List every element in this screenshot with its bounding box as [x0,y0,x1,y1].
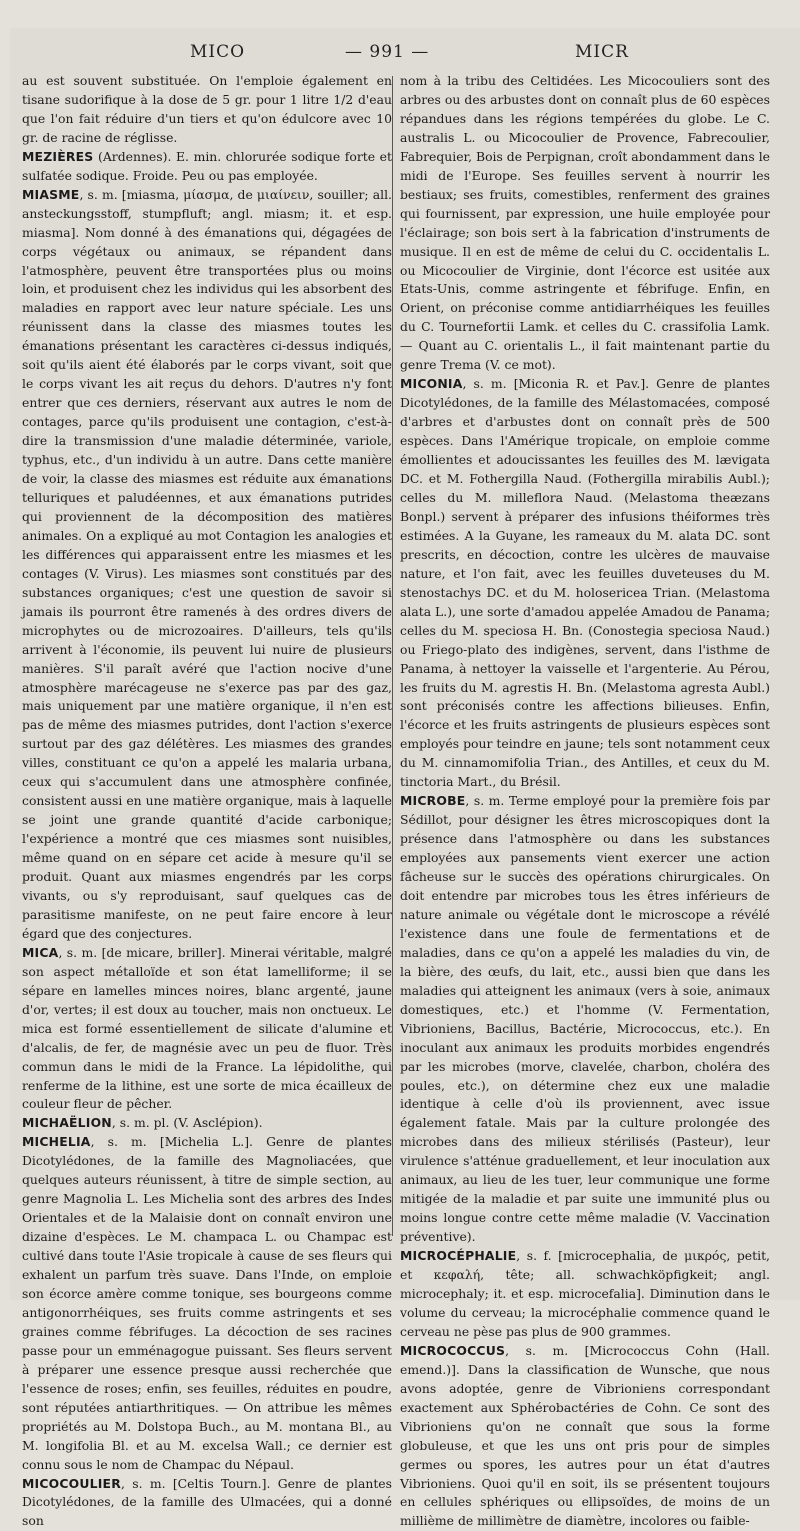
entry-headword: MICROCOCCUS [400,1342,506,1358]
dictionary-entry [400,792,770,1247]
entry-definition: , s. m. [miasma, μίασμα, de μιαίνειν, souiller; all. ansteckungsstoff, stumpfluft; angl. miasm; it. et esp. miasma]. Nom donné à des émanations qui, dégagées de corps végétaux ou animaux, se répandent dans l'atmosphère, peuvent être transportées plus ou moins loin, et produisent chez les individus qui les absorbent des maladies en rapport avec leur nature spéciale. Les uns réunissent dans la classe des miasmes toutes les émanations présentant les caractères ci-dessus indiqués, soit qu'ils aient été élaborés par le corps vivant, soit que le corps vivant les ait reçus du dehors. D'autres n'y font entrer que ces derniers, réservant aux autres le nom de contages, parce qu'ils produisent une contagion, c'est-à-dire la transmission d'une maladie déterminée, variole, typhus, etc., d'un individu à un autre. Dans cette manière de voir, la classe des miasmes est réduite aux émanations telluriques et paludéennes, et aux émanations putrides qui proviennent de la décomposition des matières animales. On a expliqué au mot Contagion les analogies et les différences qui apparaissent entre les miasmes et les contages (V. Virus). Les miasmes sont constitués par des substances organiques; c'est une question de savoir si jamais ils pourront être ramenés à des ordres divers de microphytes ou de microzoaires. D'ailleurs, tels qu'ils arrivent à l'économie, ils peuvent lui nuire de plusieurs manières. S'il paraît avéré que l'action nocive d'une atmosphère marécageuse ne s'exerce pas par des gaz, mais uniquement par une matière organique, il n'en est pas de même des miasmes putrides, dont l'action s'exerce surtout par des gaz délétères. Les miasmes des grandes villes, constituant ce qu'on a appelé les malaria urbana, ceux qui s'accumulent dans une atmosphère confinée, consistent aussi en une matière organique, mais à laquelle se joint une grande quantité d'acide carbonique; l'expérience a montré que ces miasmes sont nuisibles, même quand on en sépare cet acide à mesure qu'il se produit. Quant aux miasmes engendrés par les corps vivants, ou s'y reproduisant, sauf quelques cas de parasitisme manifeste, on ne peut faire encore à leur égard que des conjectures. [22,186,392,941]
entry-headword: MICROCÉPHALIE [400,1248,517,1264]
dictionary-entry [400,1342,770,1531]
dictionary-entry [22,186,392,944]
right-column [400,72,770,1531]
entry-definition: , s. m. [Micrococcus Cohn (Hall. emend.)]. Dans la classification de Wunsche, que nous avons adoptée, genre de Vibrioniens correspondant exactement aux Sphérobactéries de Cohn. Ce sont des Vibrioniens qu'on ne connaît que sous la forme globuleuse, et que les uns ont pris pour de simples germes ou spores, les autres pour un état d'autres Vibrioniens. Quoi qu'il en soit, ils se présentent toujours en cellules sphériques ou ellipsoïdes, de moins de un millième de millimètre de diamètre, incolores ou faible- [400,1342,770,1529]
dictionary-entry [400,1247,770,1342]
entry-definition: , s. m. [Celtis Tourn.]. Genre de plantes Dicotylédones, de la famille des Ulmacées, qui a donné son [22,1475,392,1529]
entry-headword: MICROBE [400,793,466,809]
dictionary-entry [22,944,392,1115]
dictionary-page [10,28,800,1529]
running-header [10,28,800,70]
entry-definition: , s. m. Terme employé pour la première fois par Sédillot, pour désigner les êtres microscopiques dont la présence dans l'atmosphère ou dans les substances employées aux pansements vient exercer une action fâcheuse sur le succès des opérations chirurgicales. On doit entendre par microbes tous les êtres inférieurs de nature animale ou végétale dont le microscope a révélé l'existence dans une foule de fermentations et de maladies, dans ce qu'on a appelé les maladies du vin, de la bière, des œufs, du lait, etc., aussi bien que dans les maladies qui atteignent les animaux (vers à soie, animaux domestiques, etc.) et l'homme (V. Fermentation, Vibrioniens, Bacillus, Bactérie, Micrococcus, etc.). En inoculant aux animaux les produits morbides engendrés par les microbes (morve, clavelée, charbon, choléra des poules, etc.), on détermine chez eux une maladie identique à celle d'où ils proviennent, avec issue également fatale. Mais par la culture prolongée des microbes dans des milieux stérilisés (Pasteur), leur virulence s'atténue graduellement, et leur inoculation aux animaux, au lieu de les tuer, leur communique une forme mitigée de la maladie et par suite une immunité plus ou moins longue contre cette même maladie (V. Vaccination préventive). [400,793,770,1245]
page-number: — 991 — [345,42,430,62]
header-left-guideword: MICO [190,42,246,62]
entry-headword: MEZIÈRES [22,148,94,164]
header-right-guideword: MICR [575,42,629,62]
entry-definition: , s. m. [Michelia L.]. Genre de plantes Dicotylédones, de la famille des Magnoliacées, que quelques auteurs réunissent, à titre de simple section, au genre Magnolia L. Les Michelia sont des arbres des Indes Orientales et de la Malaisie dont on connaît environ une dizaine d'espèces. Le M. champaca L. ou Champac est cultivé dans toute l'Asie tropicale à cause de ses fleurs qui exhalent un parfum très suave. Dans l'Inde, on emploie son écorce amère comme tonique, ses bourgeons comme antigonorrhéiques, ses fruits comme astringents et ses graines comme fébrifuges. La décoction de ses racines passe pour un emménagogue puissant. Ses fleurs servent à préparer une essence presque aussi recherchée que l'essence de roses; enfin, ses feuilles, réduites en poudre, sont réputées antiarthritiques. — On attribue les mêmes propriétés au M. Dolstopa Buch., au M. montana Bl., au M. longifolia Bl. et au M. excelsa Wall.; ce dernier est connu sous le nom de Champac du Népaul. [22,1134,392,1472]
entry-headword: MICHELIA [22,1134,91,1150]
entry-headword: MICHAËLION [22,1115,112,1131]
dictionary-entry [400,375,770,792]
left-column [22,72,392,1531]
dictionary-entry [22,148,392,186]
continued-text: au est souvent substituée. On l'emploie également en tisane sudorifique à la dose de 5 gr. pour 1 litre 1/2 d'eau que l'on fait réduire d'un tiers et qu'on édulcore avec 10 gr. de racine de réglisse. [22,73,392,145]
entry-headword: MIASME [22,186,80,202]
continued-text: nom à la tribu des Celtidées. Les Micocouliers sont des arbres ou des arbustes dont on connaît plus de 60 espèces répandues dans les régions tempérées du globe. Le C. australis L. ou Micocoulier de Provence, Fabrecoulier, Fabrequier, Bois de Perpignan, croît abondamment dans le midi de l'Europe. Ses feuilles servent à nourrir les bestiaux; ses fruits, comestibles, renferment des graines qui fournissent, par expression, une huile employée pour l'éclairage; son bois sert à la fabrication d'instruments de musique. Il en est de même de celui du C. occidentalis L. ou Micocoulier de Virginie, dont l'écorce est usitée aux Etats-Unis, comme astringente et fébrifuge. Enfin, en Orient, on préconise comme antidiarrhéiques les feuilles du C. Tournefortii Lamk. et celles du C. crassifolia Lamk. — Quant au C. orientalis L., il fait maintenant partie du genre Trema (V. ce mot). [400,73,770,373]
entry-definition: , s. m. [de micare, briller]. Minerai véritable, malgré son aspect métalloïde et son état lamelliforme; il se sépare en lamelles minces noires, blanc argenté, jaune d'or, vertes; il est doux au toucher, mais non onctueux. Le mica est formé essentiellement de silicate d'alumine et d'alcalis, de fer, de magnésie avec un peu de fluor. Très commun dans le midi de la France. La lépidolithe, qui renferme de la lithine, est une sorte de mica écailleux de couleur fleur de pêcher. [22,944,392,1112]
entry-headword: MICONIA [400,376,463,392]
entry-headword: MICA [22,944,59,960]
dictionary-entry [22,1114,392,1133]
entry-headword: MICOCOULIER [22,1475,121,1491]
column-divider [392,76,393,1236]
entry-definition: , s. f. [microcephalia, de μικρός, petit, et κεφαλή, tête; all. schwachköpfigkeit; angl. microcephaly; it. et esp. microcefalia]. Diminution dans le volume du cerveau; la microcéphalie commence quand le cerveau ne pèse pas plus de 900 grammes. [400,1248,770,1339]
entry-definition: , s. m. [Miconia R. et Pav.]. Genre de plantes Dicotylédones, de la famille des Mélastomacées, composé d'arbres et d'arbustes dont on connaît près de 500 espèces. Dans l'Amérique tropicale, on emploie comme émollientes et adoucissantes les feuilles des M. lævigata DC. et M. Fothergilla Naud. (Fothergilla mirabilis Aubl.); celles du M. milleflora Naud. (Melastoma theæzans Bonpl.) servent à préparer des infusions théiformes très estimées. A la Guyane, les rameaux du M. alata DC. sont prescrits, en décoction, contre les ulcères de mauvaise nature, et l'on fait, avec les feuilles duveteuses du M. stenostachys DC. et du M. holosericea Trian. (Melastoma alata L.), une sorte d'amadou appelée Amadou de Panama; celles du M. speciosa H. Bn. (Conostegia speciosa Naud.) ou Friego-plato des indigènes, servent, dans l'isthme de Panama, à nettoyer la vaisselle et l'argenterie. Au Pérou, les fruits du M. agrestis H. Bn. (Melastoma agresta Aubl.) sont préconisés contre les affections bilieuses. Enfin, l'écorce et les fruits astringents de plusieurs espèces sont employés pour teindre en jaune; tels sont notamment ceux du M. cinnamomifolia Trian., des Antilles, et ceux du M. tinctoria Mart., du Brésil. [400,376,770,790]
dictionary-entry [22,1475,392,1531]
entry-definition: (Ardennes). E. min. chlorurée sodique forte et sulfatée sodique. Froide. Peu ou pas employée. [22,148,392,183]
entry-definition: , s. m. pl. (V. Asclépion). [111,1115,263,1131]
dictionary-entry [22,1133,392,1474]
